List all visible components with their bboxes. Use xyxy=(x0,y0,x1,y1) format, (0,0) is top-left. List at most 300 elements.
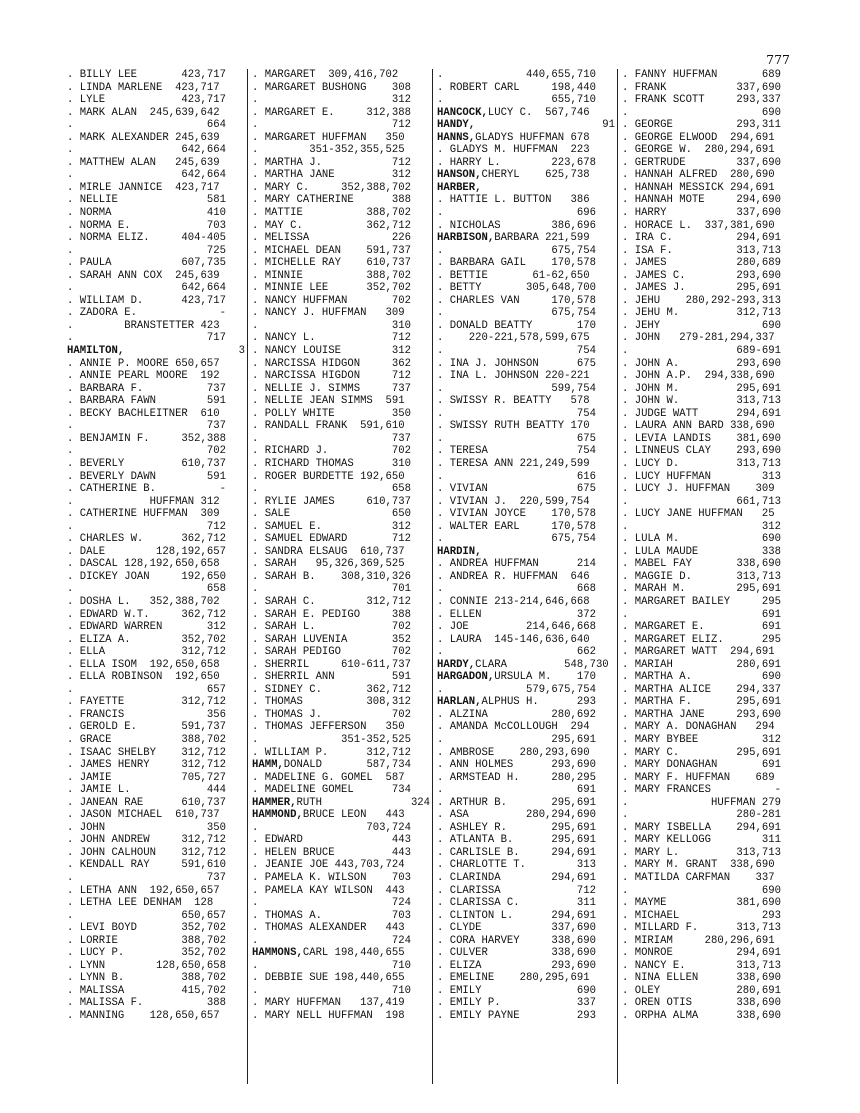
index-entry: . GEORGE ELWOOD 294,691 xyxy=(622,131,775,144)
index-entry: . MARGARET E. 312,388 xyxy=(252,106,411,119)
index-entry: HAMM,DONALD 587,734 xyxy=(252,759,411,772)
index-entry: . 710 xyxy=(252,984,411,997)
index-entry: . MARY DONAGHAN 691 xyxy=(622,759,781,772)
index-entry: . MARY F. HUFFMAN 689 xyxy=(622,771,775,784)
index-entry: . NORMA E. 703 xyxy=(67,219,226,232)
index-entry: . NORMA ELIZ. 404-405 xyxy=(67,232,226,245)
index-entry: . THOMAS 308,312 xyxy=(252,696,411,709)
index-entry: . OLEY 280,691 xyxy=(622,984,781,997)
index-entry: . 675,754 xyxy=(437,533,596,546)
index-entry: . JOHN ANDREW 312,712 xyxy=(67,834,226,847)
index-entry: . 712 xyxy=(67,520,226,533)
index-entry: . VIVIAN JOYCE 170,578 xyxy=(437,508,596,521)
index-entry: . 664 xyxy=(67,119,226,132)
index-entry: . DONALD BEATTY 170 xyxy=(437,319,596,332)
surname-heading: HANCOCK, xyxy=(437,106,488,119)
index-entry: . THOMAS J. 702 xyxy=(252,708,411,721)
index-entry: . CATHERINE B. - xyxy=(67,483,226,496)
index-entry: . NANCY E. 313,713 xyxy=(622,959,781,972)
index-entry: . 724 xyxy=(252,897,411,910)
index-entry: . THOMAS ALEXANDER 443 xyxy=(252,922,405,935)
index-entry: . ASHLEY R. 295,691 xyxy=(437,821,596,834)
index-entry: . CLARISSA 712 xyxy=(437,884,596,897)
index-entry: . ANN HOLMES 293,690 xyxy=(437,759,596,772)
column-divider xyxy=(617,69,618,1084)
index-entry: . GLADYS M. HUFFMAN 223 xyxy=(437,144,590,157)
index-entry: . 691 xyxy=(622,608,781,621)
index-entry: . HARRY L. 223,678 xyxy=(437,156,596,169)
index-entry: . ATLANTA B. 295,691 xyxy=(437,834,596,847)
index-entry: . BILLY LEE 423,717 xyxy=(67,69,226,81)
index-entry: . MARY M. GRANT 338,690 xyxy=(622,859,775,872)
index-entry: . DEBBIE SUE 198,440,655 xyxy=(252,972,405,985)
index-entry: . MARY A. DONAGHAN 294 xyxy=(622,721,775,734)
index-entry: . 658 xyxy=(252,483,411,496)
index-entry: . NORMA 410 xyxy=(67,207,226,220)
index-entry: . MARGARET BAILEY 295 xyxy=(622,595,781,608)
index-entry: . HUFFMAN 312 xyxy=(67,495,220,508)
index-entry: . LINNEUS CLAY 293,690 xyxy=(622,445,781,458)
index-entry: . ELIZA 293,690 xyxy=(437,959,596,972)
surname-heading: HARBISON, xyxy=(437,232,495,245)
index-entry: HARBISON,BARBARA 221,599 xyxy=(437,232,590,245)
index-entry: . MICHELLE RAY 610,737 xyxy=(252,257,411,270)
index-entry: . FAYETTE 312,712 xyxy=(67,696,226,709)
index-entry: . 690 xyxy=(622,106,781,119)
index-entry: . RICHARD J. 702 xyxy=(252,445,411,458)
index-entry: . ASA 280,294,690 xyxy=(437,809,596,822)
index-entry: . SANDRA ELSAUG 610,737 xyxy=(252,545,405,558)
index-entry: . LYNN 128,650,658 xyxy=(67,959,226,972)
index-entry: . ORPHA ALMA 338,690 xyxy=(622,1010,781,1023)
index-entry: . SARAH LUVENIA 352 xyxy=(252,633,411,646)
index-entry: . MARGARET ELIZ. 295 xyxy=(622,633,781,646)
index-entry: . MONROE 294,691 xyxy=(622,947,781,960)
index-entry: . EMELINE 280,295,691 xyxy=(437,972,590,985)
index-entry: . IRA C. 294,691 xyxy=(622,232,781,245)
index-entry: . TERESA 754 xyxy=(437,445,596,458)
index-entry: . DICKEY JOAN 192,650 xyxy=(67,570,226,583)
index-entry: . HANNAH MOTE 294,690 xyxy=(622,194,781,207)
index-entry: . CLYDE 337,690 xyxy=(437,922,596,935)
index-entry: HARDY,CLARA 548,730 xyxy=(437,658,609,671)
index-entry: . 712 xyxy=(252,119,411,132)
index-entry: . SALE 650 xyxy=(252,508,411,521)
surname-heading: HARDY, xyxy=(437,658,476,671)
column-divider xyxy=(432,69,433,1084)
index-entry: . MARAH M. 295,691 xyxy=(622,583,781,596)
index-entry: . MARTHA J. 712 xyxy=(252,156,411,169)
index-entry: . MARTHA JANE 293,690 xyxy=(622,708,781,721)
index-entry: . EMILY P. 337 xyxy=(437,997,596,1010)
index-entry: . 754 xyxy=(437,345,596,358)
index-entry: HANDY, 91 xyxy=(437,119,616,132)
index-entry: . JAMES J. 295,691 xyxy=(622,282,781,295)
index-entry: HANSON,CHERYL 625,738 xyxy=(437,169,590,182)
index-entry: . JOE 214,646,668 xyxy=(437,621,596,634)
index-entry: . JOHN A. 293,690 xyxy=(622,357,781,370)
index-entry: . ISAAC SHELBY 312,712 xyxy=(67,746,226,759)
index-entry: . MARY FRANCES - xyxy=(622,784,781,797)
index-entry: . SARAH 95,326,369,525 xyxy=(252,558,405,571)
index-entry: . JAMES C. 293,690 xyxy=(622,269,781,282)
index-entry: . BETTY 305,648,700 xyxy=(437,282,596,295)
index-entry: . HORACE L. 337,381,690 xyxy=(622,219,775,232)
index-entry: . MARGARET BUSHONG 308 xyxy=(252,81,411,94)
index-entry: . MARY L. 313,713 xyxy=(622,846,781,859)
index-entry: . LAURA 145-146,636,640 xyxy=(437,633,590,646)
index-entry: . 710 xyxy=(252,959,411,972)
index-entry: . HATTIE L. BUTTON 386 xyxy=(437,194,590,207)
index-entry: . HELEN BRUCE 443 xyxy=(252,846,411,859)
index-entry: . 579,675,754 xyxy=(437,683,596,696)
index-entry: . LUCY HUFFMAN 313 xyxy=(622,470,781,483)
index-entry: . MARGARET E. 691 xyxy=(622,621,781,634)
index-entry: . MALISSA F. 388 xyxy=(67,997,226,1010)
index-entry: . GEROLD E. 591,737 xyxy=(67,721,226,734)
index-entry: . 675,754 xyxy=(437,244,596,257)
index-entry: . ISA F. 313,713 xyxy=(622,244,781,257)
index-entry: . SAMUEL EDWARD 712 xyxy=(252,533,411,546)
index-entry: . MICHAEL DEAN 591,737 xyxy=(252,244,411,257)
index-entry: . MARIAH 280,691 xyxy=(622,658,781,671)
index-entry: . SARAH L. 702 xyxy=(252,621,411,634)
index-entry: . SARAH PEDIGO 702 xyxy=(252,646,411,659)
index-entry: . MINNIE LEE 352,702 xyxy=(252,282,411,295)
index-entry: . MANNING 128,650,657 xyxy=(67,1010,220,1023)
index-entry: . 310 xyxy=(252,319,411,332)
surname-heading: HAMM, xyxy=(252,759,284,772)
index-entry xyxy=(437,546,615,559)
index-entry: . 658 xyxy=(67,583,226,596)
index-entry: . MARGARET HUFFMAN 350 xyxy=(252,131,405,144)
index-entry: . MADELINE G. GOMEL 587 xyxy=(252,771,405,784)
index-entry: . FANNY HUFFMAN 689 xyxy=(622,69,781,81)
index-entry: . JAMIE 705,727 xyxy=(67,771,226,784)
index-entry: . ELLA 312,712 xyxy=(67,646,226,659)
index-entry: . 280-281 xyxy=(622,809,781,822)
index-entry: . NANCY L. 712 xyxy=(252,332,411,345)
index-entry: . INA L. JOHNSON 220-221 xyxy=(437,370,590,383)
index-entry: . 650,657 xyxy=(67,909,226,922)
index-column-4 xyxy=(622,69,800,1023)
index-entry: . 351-352,355,525 xyxy=(252,144,405,157)
index-entry: . FRANK 337,690 xyxy=(622,81,781,94)
index-entry: . MARGARET WATT 294,691 xyxy=(622,646,775,659)
index-entry: . GEORGE W. 280,294,691 xyxy=(622,144,775,157)
index-entry: . 690 xyxy=(622,884,781,897)
index-entry: . JAMES HENRY 312,712 xyxy=(67,759,226,772)
index-entry: . FRANK SCOTT 293,337 xyxy=(622,94,781,107)
index-entry: . HUFFMAN 279 xyxy=(622,796,781,809)
index-entry: . 701 xyxy=(252,583,411,596)
index-entry: . 725 xyxy=(67,244,226,257)
index-entry: . WILLIAM D. 423,717 xyxy=(67,294,226,307)
index-entry: . DOSHA L. 352,388,702 xyxy=(67,595,220,608)
index-entry: . LEVIA LANDIS 381,690 xyxy=(622,432,781,445)
index-entry: . 295,691 xyxy=(437,733,596,746)
index-entry: . INA J. JOHNSON 675 xyxy=(437,357,596,370)
index-entry: . JAMES 280,689 xyxy=(622,257,781,270)
index-entry: . OREN OTIS 338,690 xyxy=(622,997,781,1010)
index-entry: . LORRIE 388,702 xyxy=(67,934,226,947)
index-entry: . 351-352,525 xyxy=(252,733,411,746)
index-entry: . MIRIAM 280,296,691 xyxy=(622,934,775,947)
index-entry: . 737 xyxy=(67,872,226,884)
index-entry: . 702 xyxy=(67,445,226,458)
index-entry: . 724 xyxy=(252,934,411,947)
index-entry: . JOHN 279-281,294,337 xyxy=(622,332,775,345)
index-entry: . BARBARA GAIL 170,578 xyxy=(437,257,596,270)
index-entry: . MIRLE JANNICE 423,717 xyxy=(67,181,220,194)
index-entry: . HANNAH MESSICK 294,691 xyxy=(622,181,775,194)
index-entry: . BRANSTETTER 423 xyxy=(67,319,220,332)
index-entry: . NELLIE JEAN SIMMS 591 xyxy=(252,395,405,408)
index-entry: . CLARINDA 294,691 xyxy=(437,872,596,884)
index-entry: . THOMAS JEFFERSON 350 xyxy=(252,721,405,734)
index-entry: . SARAH ANN COX 245,639 xyxy=(67,269,220,282)
index-entry: . MARTHA ALICE 294,337 xyxy=(622,683,781,696)
column-divider xyxy=(247,69,248,1084)
index-entry: . 675 xyxy=(437,432,596,445)
surname-heading: HARDIN, xyxy=(437,545,482,558)
index-entry: . MARK ALEXANDER 245,639 xyxy=(67,131,220,144)
index-entry: . RYLIE JAMES 610,737 xyxy=(252,495,411,508)
index-entry: . MARGARET 309,416,702 xyxy=(252,69,399,81)
index-entry: . MALISSA 415,702 xyxy=(67,984,226,997)
index-entry: . FRANCIS 356 xyxy=(67,708,226,721)
index-entry: . CLARISSA C. 311 xyxy=(437,897,596,910)
index-entry: . SIDNEY C. 362,712 xyxy=(252,683,411,696)
index-entry: . LYLE 423,717 xyxy=(67,94,226,107)
index-entry: . 689-691 xyxy=(622,345,781,358)
index-entry: . SARAH C. 312,712 xyxy=(252,595,411,608)
index-entry: . CHARLES VAN 170,578 xyxy=(437,294,596,307)
index-entry: . MATTHEW ALAN 245,639 xyxy=(67,156,220,169)
index-entry: . ROBERT CARL 198,440 xyxy=(437,81,596,94)
index-entry: . JUDGE WATT 294,691 xyxy=(622,407,781,420)
index-entry: . BARBARA F. 737 xyxy=(67,382,226,395)
index-entry: . RANDALL FRANK 591,610 xyxy=(252,420,405,433)
index-entry: . JOHN A.P. 294,338,690 xyxy=(622,370,775,383)
index-entry: . NANCY LOUISE 312 xyxy=(252,345,411,358)
index-entry: . DASCAL 128,192,650,658 xyxy=(67,558,220,571)
index-entry: . 655,710 xyxy=(437,94,596,107)
index-entry: . MARTHA JANE 312 xyxy=(252,169,411,182)
index-entry: . MARK ALAN 245,639,642 xyxy=(67,106,220,119)
index-entry: . JASON MICHAEL 610,737 xyxy=(67,809,220,822)
index-entry: . BETTIE 61-62,650 xyxy=(437,269,590,282)
index-entry: . 717 xyxy=(67,332,226,345)
index-entry: . 668 xyxy=(437,583,596,596)
index-entry: . SHERRIL ANN 591 xyxy=(252,671,411,684)
index-entry: . 662 xyxy=(437,646,596,659)
index-entry: . NANCY J. HUFFMAN 309 xyxy=(252,307,405,320)
index-entry: . CARLISLE B. 294,691 xyxy=(437,846,596,859)
surname-heading: HAMMONS, xyxy=(252,947,303,960)
index-entry: . ELIZA A. 352,702 xyxy=(67,633,226,646)
index-entry: . EDWARD 443 xyxy=(252,834,411,847)
index-entry: . MARY C. 295,691 xyxy=(622,746,781,759)
index-entry: . 616 xyxy=(437,470,596,483)
index-entry xyxy=(437,182,615,195)
index-column-1 xyxy=(67,69,245,1023)
index-entry: . WALTER EARL 170,578 xyxy=(437,520,596,533)
index-entry: . ARMSTEAD H. 280,295 xyxy=(437,771,596,784)
index-entry: . 754 xyxy=(437,407,596,420)
index-entry: . MARY CATHERINE 388 xyxy=(252,194,411,207)
index-entry: . EDWARD W.T. 362,712 xyxy=(67,608,226,621)
index-entry: . 675,754 xyxy=(437,307,596,320)
index-entry: . BARBARA FAWN 591 xyxy=(67,395,226,408)
index-entry: . JOHN CALHOUN 312,712 xyxy=(67,846,226,859)
index-entry: . VIVIAN J. 220,599,754 xyxy=(437,495,590,508)
index-entry: . LETHA LEE DENHAM 128 xyxy=(67,897,214,910)
index-entry: . 657 xyxy=(67,683,226,696)
index-entry: . ELLA ISOM 192,650,658 xyxy=(67,658,220,671)
index-entry: . EMILY PAYNE 293 xyxy=(437,1010,596,1023)
index-entry: . NINA ELLEN 338,690 xyxy=(622,972,781,985)
index-entry: . 440,655,710 xyxy=(437,69,596,81)
surname-heading: HARGADON, xyxy=(437,671,495,684)
index-entry: . LUCY D. 313,713 xyxy=(622,457,781,470)
index-entry: . JEANIE JOE 443,703,724 xyxy=(252,859,405,872)
index-entry: . 642,664 xyxy=(67,144,226,157)
index-entry: . NARCISSA HIGDON 712 xyxy=(252,370,411,383)
index-entry: . MARY HUFFMAN 137,419 xyxy=(252,997,405,1010)
index-entry: . MARY NELL HUFFMAN 198 xyxy=(252,1010,405,1023)
index-entry: . GERTRUDE 337,690 xyxy=(622,156,781,169)
index-entry: . SARAH B. 308,310,326 xyxy=(252,570,411,583)
index-entry: . LINDA MARLENE 423,717 xyxy=(67,81,220,94)
index-entry: . ELLA ROBINSON 192,650 xyxy=(67,671,220,684)
index-entry: . 599,754 xyxy=(437,382,596,395)
index-entry: . 737 xyxy=(252,432,411,445)
index-entry: . LUCY J. HUFFMAN 309 xyxy=(622,483,775,496)
index-entry: . ROGER BURDETTE 192,650 xyxy=(252,470,405,483)
index-entry: . JAMIE L. 444 xyxy=(67,784,226,797)
index-entry: . MARY ISBELLA 294,691 xyxy=(622,821,781,834)
index-entry: . HARRY 337,690 xyxy=(622,207,781,220)
index-entry: . JANEAN RAE 610,737 xyxy=(67,796,226,809)
index-entry: . JOHN W. 313,713 xyxy=(622,395,781,408)
index-entry: . CHARLOTTE T. 313 xyxy=(437,859,596,872)
surname-heading: HAMMOND, xyxy=(252,809,303,822)
index-entry: . VIVIAN 675 xyxy=(437,483,596,496)
surname-heading: HANSON, xyxy=(437,169,482,182)
index-entry: . THOMAS A. 703 xyxy=(252,909,411,922)
index-entry: . NELLIE J. SIMMS 737 xyxy=(252,382,411,395)
index-entry: . ANDREA R. HUFFMAN 646 xyxy=(437,570,590,583)
index-entry: . 312 xyxy=(622,520,781,533)
index-entry: . PAMELA KAY WILSON 443 xyxy=(252,884,405,897)
index-entry: HARGADON,URSULA M. 170 xyxy=(437,671,596,684)
index-entry: . JEHY 690 xyxy=(622,319,781,332)
index-entry: . NANCY HUFFMAN 702 xyxy=(252,294,411,307)
index-entry: . LETHA ANN 192,650,657 xyxy=(67,884,220,897)
index-entry: . CULVER 338,690 xyxy=(437,947,596,960)
index-entry: . SHERRIL 610-611,737 xyxy=(252,658,411,671)
index-entry: . LULA M. 690 xyxy=(622,533,781,546)
index-entry: . TERESA ANN 221,249,599 xyxy=(437,457,590,470)
index-entry: . POLLY WHITE 350 xyxy=(252,407,411,420)
index-entry: . MARTHA A. 690 xyxy=(622,671,781,684)
index-entry: . KENDALL RAY 591,610 xyxy=(67,859,226,872)
index-entry: . 661,713 xyxy=(622,495,781,508)
index-entry: . 312 xyxy=(252,94,411,107)
index-entry: . SAMUEL E. 312 xyxy=(252,520,411,533)
index-entry: . JEHU M. 312,713 xyxy=(622,307,781,320)
index-entry: . LYNN B. 388,702 xyxy=(67,972,226,985)
index-entry: . MINNIE 388,702 xyxy=(252,269,411,282)
index-entry: . SWISSY RUTH BEATTY 170 xyxy=(437,420,590,433)
index-entry: . WILLIAM P. 312,712 xyxy=(252,746,411,759)
index-entry: HAMMONS,CARL 198,440,655 xyxy=(252,947,405,960)
index-entry: . MARY KELLOGG 311 xyxy=(622,834,781,847)
index-entry: . GRACE 388,702 xyxy=(67,733,226,746)
index-entry: . AMANDA McCOLLOUGH 294 xyxy=(437,721,590,734)
index-entry: . JEHU 280,292-293,313 xyxy=(622,294,781,307)
surname-heading: HAMILTON, xyxy=(67,345,125,358)
index-entry: . 696 xyxy=(437,207,596,220)
index-entry: . ARTHUR B. 295,691 xyxy=(437,796,596,809)
index-entry: . 703,724 xyxy=(252,821,411,834)
index-entry: . EDWARD WARREN 312 xyxy=(67,621,226,634)
surname-heading: HARLAN, xyxy=(437,696,482,709)
index-entry: . SWISSY R. BEATTY 578 xyxy=(437,395,590,408)
index-entry: . CORA HARVEY 338,690 xyxy=(437,934,596,947)
index-entry: . HANNAH ALFRED 280,690 xyxy=(622,169,775,182)
index-entry: . ANNIE P. MOORE 650,657 xyxy=(67,357,220,370)
surname-heading: HARBER, xyxy=(437,181,482,194)
index-entry: . EMILY 690 xyxy=(437,984,596,997)
index-entry: . ANDREA HUFFMAN 214 xyxy=(437,558,596,571)
index-entry: . ZADORA E. - xyxy=(67,307,226,320)
surname-heading: HANNS, xyxy=(437,131,476,144)
index-entry: . MAY C. 362,712 xyxy=(252,219,411,232)
index-entry: . BENJAMIN F. 352,388 xyxy=(67,432,226,445)
index-entry: . DALE 128,192,657 xyxy=(67,545,226,558)
index-entry: . 220-221,578,599,675 xyxy=(437,332,590,345)
index-entry: . MICHAEL 293 xyxy=(622,909,781,922)
index-entry: . 642,664 xyxy=(67,282,226,295)
index-entry: . MATTIE 388,702 xyxy=(252,207,411,220)
index-entry: . MADELINE GOMEL 734 xyxy=(252,784,411,797)
index-entry: . AMBROSE 280,293,690 xyxy=(437,746,590,759)
index-entry: . GEORGE 293,311 xyxy=(622,119,781,132)
surname-heading: HANDY, xyxy=(437,119,476,132)
index-entry: . JOHN 350 xyxy=(67,821,226,834)
index-entry: . NELLIE 581 xyxy=(67,194,226,207)
index-entry: . MELISSA 226 xyxy=(252,232,411,245)
index-entry: HARLAN,ALPHUS H. 293 xyxy=(437,696,596,709)
index-entry: . ANNIE PEARL MOORE 192 xyxy=(67,370,220,383)
index-entry: . LUCY JANE HUFFMAN 25 xyxy=(622,508,775,521)
index-entry: HAMILTON, 3 xyxy=(67,345,246,358)
index-entry: . CLINTON L. 294,691 xyxy=(437,909,596,922)
index-entry: . MARTHA F. 295,691 xyxy=(622,696,781,709)
index-entry: . ALZINA 280,692 xyxy=(437,708,596,721)
index-entry: . NARCISSA HIDGON 362 xyxy=(252,357,411,370)
index-entry: . JOHN M. 295,691 xyxy=(622,382,781,395)
index-entry: . CATHERINE HUFFMAN 309 xyxy=(67,508,220,521)
index-entry: . MARY C. 352,388,702 xyxy=(252,181,411,194)
index-entry: . BECKY BACHLEITNER 610 xyxy=(67,407,220,420)
index-entry: . CONNIE 213-214,646,668 xyxy=(437,595,590,608)
index-entry: HANCOCK,LUCY C. 567,746 xyxy=(437,106,590,119)
index-entry: . SARAH E. PEDIGO 388 xyxy=(252,608,411,621)
index-column-3 xyxy=(437,69,615,1023)
